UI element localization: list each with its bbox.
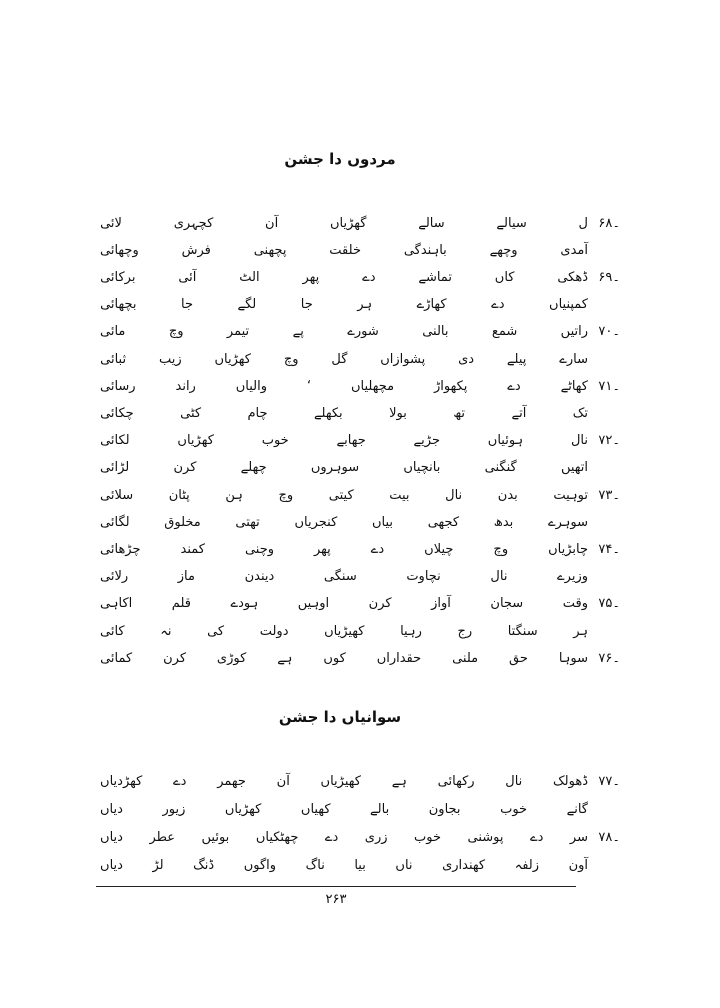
verse-word: کرن xyxy=(173,460,197,476)
verse-line xyxy=(100,824,620,850)
verse-word: مخلوق xyxy=(164,514,201,530)
verse-word: کوں xyxy=(323,650,346,666)
verse-word: کمند xyxy=(180,541,205,557)
verse-word: وچ xyxy=(278,487,294,503)
verse-words xyxy=(100,858,588,873)
verse-line xyxy=(100,482,620,508)
verse-word: سوہروں xyxy=(310,460,360,476)
verse-word: اتھیں xyxy=(560,460,588,476)
verse-word: کرن xyxy=(368,596,392,612)
verse-word: وقت xyxy=(562,596,588,612)
verse-word: جا xyxy=(300,297,313,313)
verse-word: کرن xyxy=(163,650,187,666)
verse-word: کنجریاں xyxy=(294,514,338,530)
verse-words xyxy=(100,802,588,817)
verse-words xyxy=(100,216,588,231)
verse-word: لگائی xyxy=(100,514,130,530)
verse-word: ہر xyxy=(357,297,373,313)
page-number: ۲۶۳ xyxy=(325,892,347,907)
verse-number: ۷۳۔ xyxy=(598,487,620,503)
section-heading-womens-celebration: سوانیاں دا جشن xyxy=(278,708,402,726)
verse-word: آتے xyxy=(511,405,527,421)
verse-word: دیاں xyxy=(100,801,123,817)
verse-word: کھیڑیاں xyxy=(324,623,365,639)
verse-word: کمائی xyxy=(100,650,133,666)
verse-words xyxy=(100,297,588,312)
verse-word: پھر xyxy=(302,269,320,285)
verse-word: کھڑدیاں xyxy=(100,773,143,789)
verse-word: چھلے xyxy=(240,460,267,476)
verse-word: پکھواڑ xyxy=(433,378,468,394)
verse-words xyxy=(100,624,588,639)
verse-line xyxy=(100,768,620,794)
verse-word: کاں xyxy=(494,269,515,285)
verse-words xyxy=(100,542,588,557)
verse-line xyxy=(100,591,620,617)
verse-word: ہے xyxy=(391,773,407,789)
verse-word: خلقت xyxy=(329,242,361,258)
verse-word: زیور xyxy=(162,801,186,817)
verse-word: لائی xyxy=(100,215,122,231)
verse-word: مچھلیاں xyxy=(350,378,395,394)
verse-word: قلم xyxy=(171,596,191,612)
verse-word: پٹان xyxy=(168,487,190,503)
verse-word: ہودے xyxy=(230,596,259,612)
verse-word: وزیرے xyxy=(557,569,588,585)
verse-word: سارے xyxy=(559,351,588,367)
verse-word: ہر xyxy=(573,623,588,639)
verse-word: زیب xyxy=(158,351,182,367)
verse-line xyxy=(100,536,620,562)
verse-word: دے xyxy=(370,541,385,557)
verse-line xyxy=(100,264,620,290)
verse-word: پوشنی xyxy=(467,829,504,845)
verse-word: خوب xyxy=(261,433,289,449)
verse-word: ناں xyxy=(395,857,413,873)
verse-words xyxy=(100,488,588,503)
verse-word: ماز xyxy=(177,569,195,585)
verse-word: بالنی xyxy=(422,324,449,340)
verse-word: تیمر xyxy=(226,324,250,340)
verse-number: ۷۲۔ xyxy=(598,433,620,449)
verse-line xyxy=(100,428,620,454)
verse-word: رکھائی xyxy=(437,773,475,789)
verse-word: ڈھکی xyxy=(557,269,588,285)
verse-word: حق xyxy=(509,650,528,666)
footer-divider xyxy=(96,886,576,887)
verse-words xyxy=(100,460,588,475)
verse-word: دے xyxy=(173,773,187,789)
verse-word: جڑیے xyxy=(413,433,440,449)
verse-word: وچھائی xyxy=(100,242,139,258)
verse-word: کھاڑے xyxy=(416,297,447,313)
verse-word: دے xyxy=(491,297,505,313)
verse-word: گنگنی xyxy=(484,460,517,476)
verse-word: برکائی xyxy=(100,269,136,285)
verse-word: چڑھائی xyxy=(100,541,141,557)
verse-word: جا xyxy=(181,297,193,313)
verse-line xyxy=(100,618,620,644)
verse-word: کجھی xyxy=(427,514,460,530)
verse-word: آن xyxy=(265,215,279,231)
verse-words xyxy=(100,651,588,666)
verse-word: زلفہ xyxy=(514,857,540,873)
verse-word: حقداراں xyxy=(376,650,422,666)
verse-line xyxy=(100,346,620,372)
verse-word: بدن xyxy=(497,487,518,503)
verse-words xyxy=(100,352,588,367)
verse-word: دی xyxy=(458,351,475,367)
verse-word: لکائی xyxy=(100,433,130,449)
verse-line xyxy=(100,645,620,671)
verse-number: ۷۸۔ xyxy=(598,829,620,845)
verse-word: ہوئیاں xyxy=(487,433,524,449)
verse-line xyxy=(100,319,620,345)
verse-word: شورے xyxy=(347,324,379,340)
verse-word: خوب xyxy=(500,801,528,817)
verse-line xyxy=(100,210,620,236)
verse-word: بکھلے xyxy=(313,405,343,421)
verse-word: کی xyxy=(207,623,225,639)
verse-word: ڈنگ xyxy=(193,857,215,873)
verse-word: بولا xyxy=(389,405,407,421)
verse-word: کھڑیاں xyxy=(177,433,214,449)
verse-word: نال xyxy=(570,433,588,449)
verse-word: دولت xyxy=(259,623,289,639)
verse-word: ڈھولک xyxy=(553,773,588,789)
verse-word: وچھے xyxy=(489,242,518,258)
verse-line xyxy=(100,796,620,822)
section-heading-mens-celebration: مردوں دا جشن xyxy=(284,150,396,168)
verse-word: دے xyxy=(530,829,544,845)
verse-word: دے xyxy=(324,829,339,845)
verse-word: تماشے xyxy=(418,269,452,285)
verse-word: کھڑیاں xyxy=(214,351,251,367)
verse-word: کوڑی xyxy=(216,650,247,666)
verse-word: رسائی xyxy=(100,378,136,394)
verse-word: دیاں xyxy=(100,857,123,873)
verse-word: وچ xyxy=(168,324,184,340)
verse-word: گل xyxy=(331,351,348,367)
verse-word: تک xyxy=(572,405,588,421)
verse-words xyxy=(100,774,588,789)
verse-words xyxy=(100,270,588,285)
verse-word: بیا xyxy=(354,857,366,873)
verse-word: راند xyxy=(175,378,196,394)
verse-word: توہیت xyxy=(553,487,588,503)
verse-word: بیت xyxy=(389,487,410,503)
verse-word: ل xyxy=(578,215,588,231)
verse-word: کائی xyxy=(100,623,125,639)
verse-word: والیاں xyxy=(235,378,268,394)
verse-word: پشوازاں xyxy=(380,351,426,367)
verse-word: بدھ xyxy=(493,514,514,530)
verse-word: دیاں xyxy=(100,829,123,845)
verse-word: پے xyxy=(292,324,304,340)
verse-words xyxy=(100,324,588,339)
verse-word: پیلے xyxy=(506,351,527,367)
verse-word: باہندگی xyxy=(403,242,447,258)
verse-word: جھابے xyxy=(336,433,366,449)
verse-number: ۶۹۔ xyxy=(598,269,620,285)
verse-word: آون xyxy=(568,857,588,873)
verse-line xyxy=(100,373,620,399)
verse-word: سیالے xyxy=(496,215,527,231)
verse-number: ۷۷۔ xyxy=(598,773,620,789)
verse-word: بالے xyxy=(370,801,390,817)
verse-word: کمپنیاں xyxy=(549,297,588,313)
verse-word: وچنی xyxy=(244,541,275,557)
verse-line xyxy=(100,292,620,318)
verse-word: لڑ xyxy=(152,857,164,873)
verse-word: گھڑیاں xyxy=(329,215,367,231)
verse-words xyxy=(100,379,588,394)
verse-line xyxy=(100,852,620,878)
verse-word: ہن xyxy=(225,487,243,503)
verse-word: بچھائی xyxy=(100,297,137,313)
verse-word: وچ xyxy=(283,351,299,367)
verse-number: ۶۸۔ xyxy=(598,215,620,231)
verse-word: دے xyxy=(507,378,521,394)
verse-word: چھٹکیاں xyxy=(255,829,299,845)
verse-word: لگے xyxy=(237,297,257,313)
verse-word: نال xyxy=(490,569,508,585)
verse-word: نچاوت xyxy=(406,569,441,585)
verse-word: فرش xyxy=(181,242,211,258)
verse-word: اوہیں xyxy=(297,596,330,612)
verse-word: سوہرے xyxy=(547,514,588,530)
verse-word: عطر xyxy=(149,829,176,845)
verse-word: سوہا xyxy=(558,650,588,666)
verse-number: ۷۱۔ xyxy=(598,378,620,394)
verse-word: الٹ xyxy=(239,269,260,285)
verse-word: ملنی xyxy=(452,650,479,666)
verse-word: ناگ xyxy=(305,857,325,873)
verse-word: سنگی xyxy=(323,569,357,585)
verse-line xyxy=(100,564,620,590)
verse-word: کچہری xyxy=(173,215,214,231)
verse-word: سلائی xyxy=(100,487,134,503)
verse-words xyxy=(100,830,588,845)
verse-words xyxy=(100,433,588,448)
verse-word: رہیا xyxy=(400,623,422,639)
verse-word: آئی xyxy=(178,269,197,285)
verse-words xyxy=(100,406,588,421)
verse-word: نال xyxy=(445,487,463,503)
verse-word: چکائی xyxy=(100,405,134,421)
verse-line xyxy=(100,400,620,426)
verse-word: تھ xyxy=(453,405,466,421)
verse-word: ‘ xyxy=(306,378,312,394)
verse-word: کٹی xyxy=(180,405,202,421)
verse-number: ۷۶۔ xyxy=(598,650,620,666)
verse-word: رج xyxy=(457,623,473,639)
verse-word: نال xyxy=(505,773,523,789)
verse-word: بوئیں xyxy=(201,829,230,845)
verse-word: راتیں xyxy=(560,324,588,340)
verse-word: اکاہی xyxy=(100,596,133,612)
verse-word: گانے xyxy=(566,801,588,817)
verse-word: بجاون xyxy=(428,801,461,817)
verse-line xyxy=(100,455,620,481)
verse-word: آواز xyxy=(431,596,451,612)
verse-word: تھتی xyxy=(235,514,260,530)
verse-word: جھمر xyxy=(217,773,246,789)
verse-word: دے xyxy=(362,269,376,285)
verse-word: واگوں xyxy=(243,857,277,873)
verse-word: کھیاں xyxy=(300,801,331,817)
verse-word: کھیڑیاں xyxy=(320,773,361,789)
verse-word: دیندن xyxy=(244,569,275,585)
verse-word: بانچیاں xyxy=(403,460,441,476)
verse-word: کیتی xyxy=(328,487,354,503)
verse-word: ثبائی xyxy=(100,351,127,367)
verse-number: ۷۴۔ xyxy=(598,541,620,557)
verse-word: پھر xyxy=(314,541,331,557)
verse-word: پچھنی xyxy=(253,242,287,258)
verse-word: رلائی xyxy=(100,569,129,585)
verse-word: ہے xyxy=(277,650,293,666)
verse-word: سر xyxy=(569,829,588,845)
verse-word: زری xyxy=(364,829,388,845)
verse-word: لڑائی xyxy=(100,460,130,476)
verse-line xyxy=(100,509,620,535)
verse-word: نہ xyxy=(160,623,172,639)
verse-word: شمع xyxy=(491,324,518,340)
verse-line xyxy=(100,237,620,263)
verse-number: ۷۵۔ xyxy=(598,596,620,612)
verse-word: چام xyxy=(247,405,268,421)
verse-word: خوب xyxy=(414,829,442,845)
verse-word: آن xyxy=(276,773,290,789)
verse-word: چیلاں xyxy=(424,541,454,557)
verse-word: سالے xyxy=(418,215,445,231)
verse-word: مائی xyxy=(100,324,126,340)
verse-word: چابڑیاں xyxy=(548,541,588,557)
verse-number: ۷۰۔ xyxy=(598,324,620,340)
verse-word: کھاٹے xyxy=(560,378,588,394)
verse-words xyxy=(100,569,588,584)
verse-words xyxy=(100,243,588,258)
verse-word: کھنداری xyxy=(442,857,486,873)
verse-word: سجان xyxy=(490,596,524,612)
verse-word: کھڑیاں xyxy=(224,801,262,817)
verse-words xyxy=(100,596,588,611)
verse-word: وچ xyxy=(493,541,509,557)
verse-word: آمدی xyxy=(560,242,588,258)
verse-word: سنگتا xyxy=(507,623,538,639)
verse-word: بیاں xyxy=(371,514,394,530)
verse-words xyxy=(100,515,588,530)
